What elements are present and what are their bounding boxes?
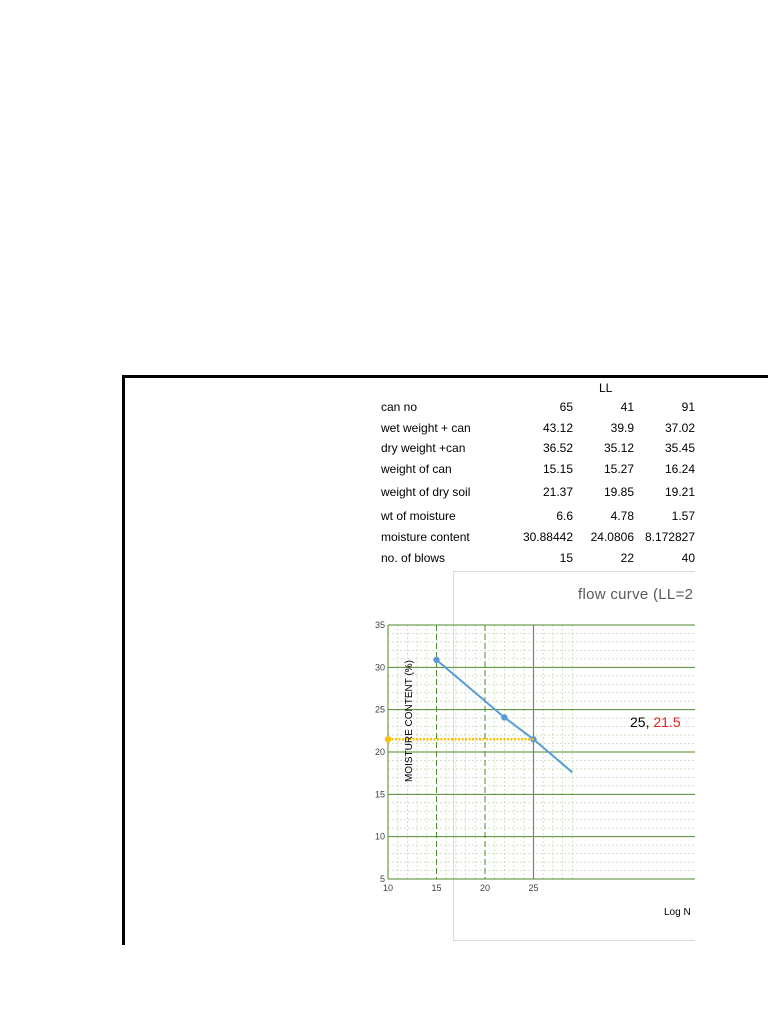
row-label: dry weight +can [381, 441, 466, 455]
worksheet-area [125, 378, 695, 978]
table-cell: 91 [681, 400, 695, 414]
data-label [630, 714, 681, 730]
table-cell: 30.88442 [522, 530, 573, 544]
y-tick-label: 30 [374, 662, 385, 673]
y-tick-label: 20 [374, 747, 385, 757]
row-label: no. of blows [381, 551, 446, 565]
table-cell: 19.21 [664, 485, 695, 499]
x-tick-label: 10 [382, 883, 394, 893]
table-cell: 21.37 [542, 485, 573, 499]
row-label: moisture content [381, 530, 470, 544]
table-cell: 1.57 [671, 509, 695, 523]
table-cell: 15.15 [542, 462, 573, 476]
table-cell: 41 [620, 400, 634, 414]
table-cell: 8.172827 [644, 530, 695, 544]
table-cell: 15 [559, 551, 573, 565]
table-cell: 35.45 [664, 441, 695, 455]
data-label-prefix: 25, [630, 714, 650, 730]
y-tick-label: 15 [374, 789, 385, 800]
y-tick-label: 25 [374, 704, 385, 715]
table-cell: 37.02 [664, 421, 695, 435]
chart-title: flow curve (LL=2 [578, 586, 694, 603]
table-cell: 65 [559, 400, 573, 414]
table-cell: 24.0806 [590, 530, 634, 544]
row-label: can no [381, 400, 418, 414]
x-tick-label: 15 [431, 883, 442, 893]
row-label: weight of can [381, 462, 452, 476]
x-tick-label: 25 [528, 883, 539, 893]
table-header-ll: LL [599, 381, 613, 395]
table-cell: 40 [681, 551, 695, 565]
table-cell: 35.12 [603, 441, 634, 455]
series-point [385, 736, 391, 742]
x-tick-label: 20 [479, 883, 491, 893]
y-tick-label: 10 [374, 831, 385, 842]
table-cell: 43.12 [542, 421, 573, 435]
row-label: wet weight + can [381, 421, 471, 435]
row-label: wt of moisture [381, 509, 456, 523]
x-axis-title: Log N [664, 907, 691, 918]
y-axis-title: MOISTURE CONTENT (%) [404, 659, 415, 783]
table-cell: 22 [620, 551, 634, 565]
table-cell: 36.52 [542, 441, 573, 455]
table-cell: 39.9 [610, 421, 634, 435]
table-cell: 4.78 [610, 509, 634, 523]
row-label: weight of dry soil [381, 485, 471, 499]
y-tick-label: 5 [379, 874, 385, 884]
table-cell: 6.6 [556, 509, 573, 523]
table-cell: 15.27 [603, 462, 634, 476]
table-cell: 19.85 [603, 485, 634, 499]
y-tick-label: 35 [374, 620, 385, 630]
series-point [501, 714, 507, 720]
data-label-value: 21.5 [653, 714, 681, 730]
table-cell: 16.24 [664, 462, 695, 476]
series-point [433, 657, 439, 663]
